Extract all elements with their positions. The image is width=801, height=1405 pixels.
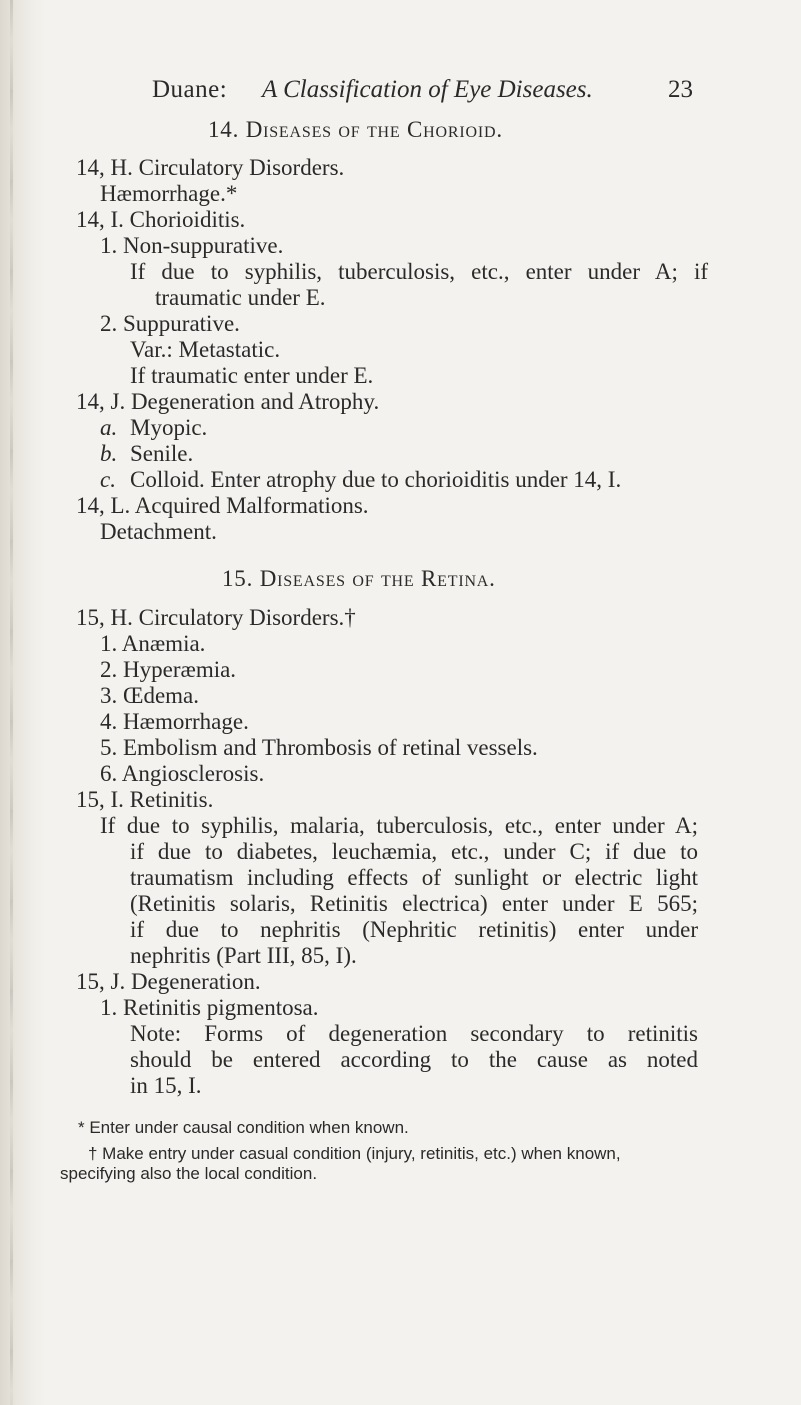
entry-line: traumatism including effects of sunlight or electric light [130,865,698,890]
entry-line: traumatic under E. [155,285,326,310]
entry-line: 3. Œdema. [100,683,200,708]
entry-line: nephritis (Part III, 85, I). [130,943,357,968]
entry-line: If traumatic enter under E. [130,363,374,388]
entry-line: 6. Angiosclerosis. [100,761,265,786]
footnote: † Make entry under casual condition (injury, retinitis, etc.) when known, [88,1144,621,1163]
entry-line: 5. Embolism and Thrombosis of retinal vessels. [100,735,538,760]
section-heading-retina: 15. Diseases of the Retina. [222,566,496,591]
entry-line: if due to diabetes, leuchæmia, etc., under C; if due to [130,839,698,864]
entry-line: If due to syphilis, malaria, tuberculosis, etc., enter under A; [100,813,698,838]
entry-line: 2. Hyperæmia. [100,657,237,682]
entry-letter: c. [100,467,116,492]
entry-line: 14, H. Circulatory Disorders. [76,155,345,180]
entry-line: Detachment. [100,519,217,544]
entry-line: if due to nephritis (Nephritic retinitis) enter under [130,917,698,942]
entry-line: 14, J. Degeneration and Atrophy. [76,389,380,414]
entry-line: 14, L. Acquired Malformations. [76,493,369,518]
entry-line: 14, I. Chorioiditis. [76,207,246,232]
header-author: Duane: [152,76,228,103]
entry-line: Hæmorrhage.* [100,181,238,206]
entry-line: Myopic. [130,415,208,440]
entry-line: should be entered according to the cause as noted [130,1047,698,1072]
entry-line: Note: Forms of degeneration secondary to retinitis [130,1021,698,1046]
entry-line: in 15, I. [130,1073,202,1098]
entry-line: 1. Retinitis pigmentosa. [100,995,319,1020]
entry-line: 15, H. Circulatory Disorders.† [76,605,356,630]
entry-line: If due to syphilis, tuberculosis, etc., enter under A; if [130,259,708,284]
entry-line: (Retinitis solaris, Retinitis electrica) enter under E 565; [130,891,698,916]
page-number: 23 [668,76,693,103]
footnote: * Enter under causal condition when known. [78,1118,409,1137]
footnote-continuation: specifying also the local condition. [60,1164,318,1183]
entry-line: 1. Anæmia. [100,631,206,656]
entry-line: 1. Non-suppurative. [100,233,284,258]
entry-line: Var.: Metastatic. [130,337,281,362]
entry-line: 15, I. Retinitis. [76,787,214,812]
header-title: A Classification of Eye Diseases. [262,76,593,103]
entry-line: Senile. [130,441,194,466]
entry-letter: b. [100,441,118,466]
entry-line: 2. Suppurative. [100,311,240,336]
entry-line: Colloid. Enter atrophy due to chorioiditis under 14, I. [130,467,622,492]
entry-letter: a. [100,415,118,440]
section-heading-chorioid: 14. Diseases of the Chorioid. [208,117,503,142]
entry-line: 15, J. Degeneration. [76,969,261,994]
entry-line: 4. Hæmorrhage. [100,709,249,734]
